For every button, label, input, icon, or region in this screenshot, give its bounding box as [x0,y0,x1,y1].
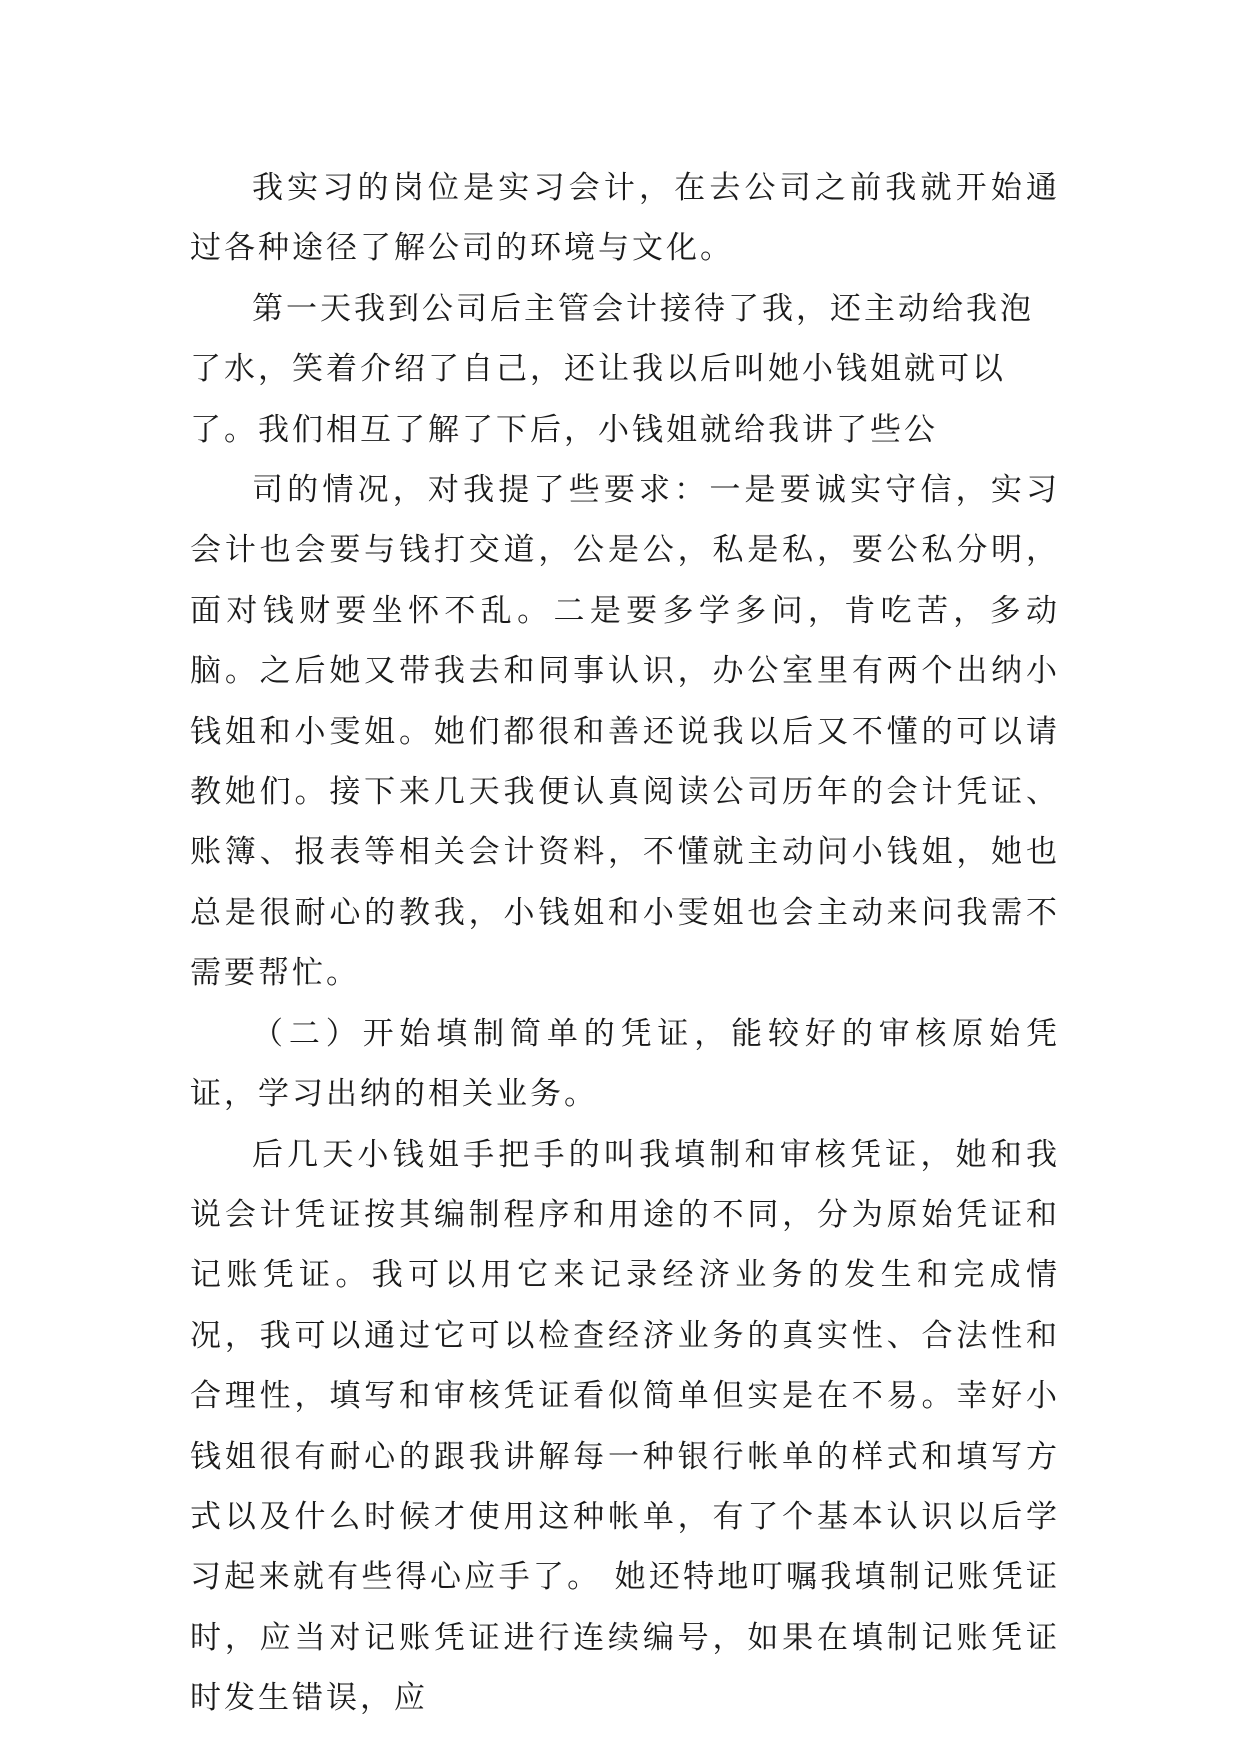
paragraph-first-day: 第一天我到公司后主管会计接待了我，还主动给我泡了水，笑着介绍了自己，还让我以后叫她小钱姐就可以了。我们相互了解了下后，小钱姐就给我讲了些公 [190,290,1034,448]
paragraph-internship-position: 我实习的岗位是实习会计，在去公司之前我就开始通过各种途径了解公司的环境与文化。 [190,170,1060,267]
paragraph-requirements: 司的情况，对我提了些要求：一是要诚实守信，实习会计也会要与钱打交道，公是公，私是私，要公私分明，面对钱财要坐怀不乱。二是要多学多问，肯吃苦，多动脑。之后她又带我去和同事认识，办公室里有两个出纳小钱姐和小雯姐。她们都很和善还说我以后又不懂的可以请教她们。接下来几天我便认真阅读公司历年的会计凭证、账簿、报表等相关会计资料，不懂就主动问小钱姐，她也总是很耐心的教我，小钱姐和小雯姐也会主动来问我需不需要帮忙。 [190,472,1060,992]
body-text [190,158,1060,1729]
paragraph-voucher-training: 后几天小钱姐手把手的叫我填制和审核凭证，她和我说会计凭证按其编制程序和用途的不同，分为原始凭证和记账凭证。我可以用它来记录经济业务的发生和完成情况，我可以通过它可以检查经济业务的真实性、合法性和合理性，填写和审核凭证看似简单但实是在不易。幸好小钱姐很有耐心的跟我讲解每一种银行帐单的样式和填写方式以及什么时候才使用这种帐单，有了个基本认识以后学习起来就有些得心应手了。 她还特地叮嘱我填制记账凭证时，应当对记账凭证进行连续编号，如果在填制记账凭证时发生错误，应 [190,1136,1060,1717]
section-heading-vouchers: （二）开始填制简单的凭证，能较好的审核原始凭证，学习出纳的相关业务。 [190,1015,1060,1113]
